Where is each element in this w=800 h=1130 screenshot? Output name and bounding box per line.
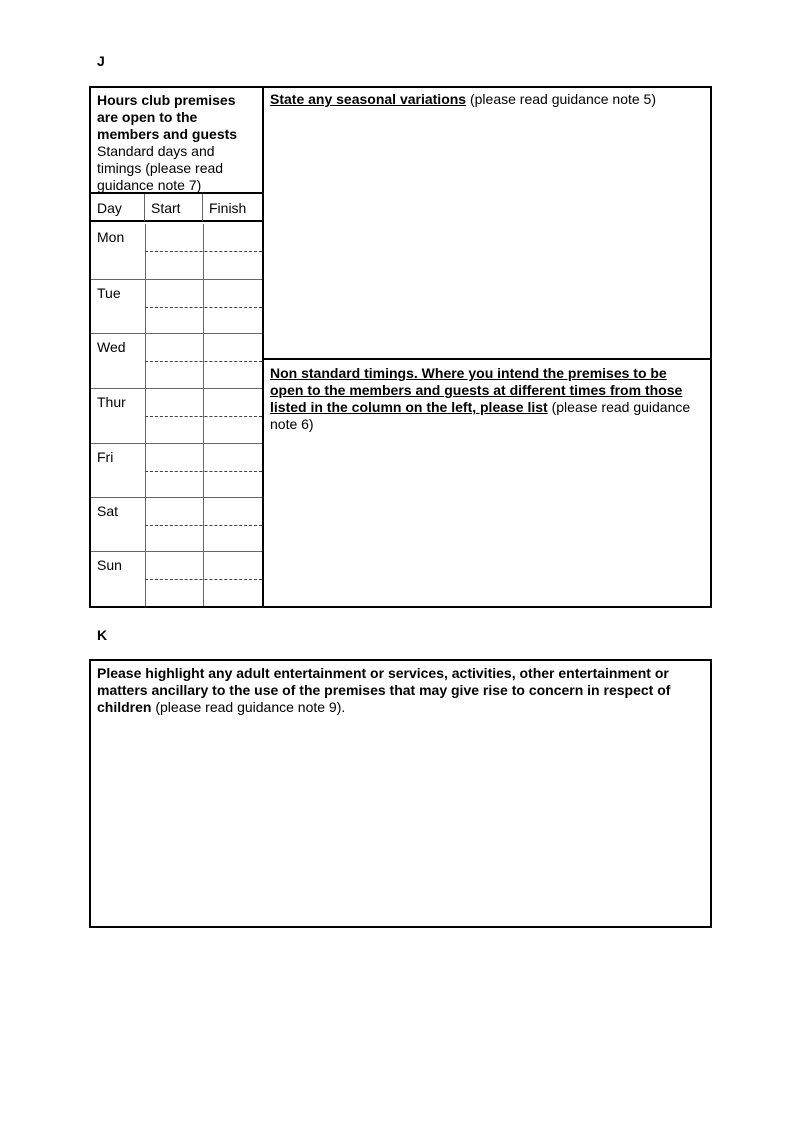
hours-heading-cell xyxy=(91,88,262,194)
day-row-tue xyxy=(91,279,262,334)
section-j-table xyxy=(89,86,712,608)
seasonal-variations-cell[interactable] xyxy=(264,88,710,360)
children-concern-note: (please read guidance note 9). xyxy=(151,699,346,715)
children-concern-prompt: Please highlight any adult entertainment or services, activities, other entertainment or matters ancillary to the use of the premises that may give rise to concern in respect of children xyxy=(97,665,671,715)
day-row-fri xyxy=(91,443,262,498)
day-label: Fri xyxy=(97,449,114,465)
seasonal-heading: State any seasonal variations xyxy=(270,91,467,107)
day-row-sat xyxy=(91,497,262,552)
day-row-mon xyxy=(91,224,262,279)
section-letter-k: K xyxy=(97,627,108,643)
non-standard-timings-cell[interactable] xyxy=(264,360,710,606)
day-label: Thur xyxy=(97,394,126,410)
day-label: Mon xyxy=(97,229,125,245)
nonstandard-heading: Non standard timings. Where you intend the premises to be open to the members and guests at different times from those listed in the column on the left, please list xyxy=(270,365,683,415)
column-header-finish: Finish xyxy=(203,194,262,222)
day-row-sun xyxy=(91,551,262,606)
day-label: Sun xyxy=(97,557,122,573)
children-concern-box[interactable] xyxy=(89,659,712,928)
day-label: Wed xyxy=(97,339,126,355)
column-header-day: Day xyxy=(91,194,145,222)
day-row-thur xyxy=(91,388,262,443)
day-label: Sat xyxy=(97,503,119,519)
hours-title: Hours club premises are open to the members and guests xyxy=(97,92,238,142)
day-row-wed xyxy=(91,333,262,388)
nonstandard-note: (please read guidance note 6) xyxy=(270,399,691,432)
day-label: Tue xyxy=(97,285,121,301)
section-letter-j: J xyxy=(97,53,105,69)
column-header-start: Start xyxy=(145,194,203,222)
standard-timings-column xyxy=(91,88,264,606)
hours-subtitle: Standard days and timings (please read guidance note 7) xyxy=(97,143,224,193)
seasonal-note: (please read guidance note 5) xyxy=(466,91,657,107)
